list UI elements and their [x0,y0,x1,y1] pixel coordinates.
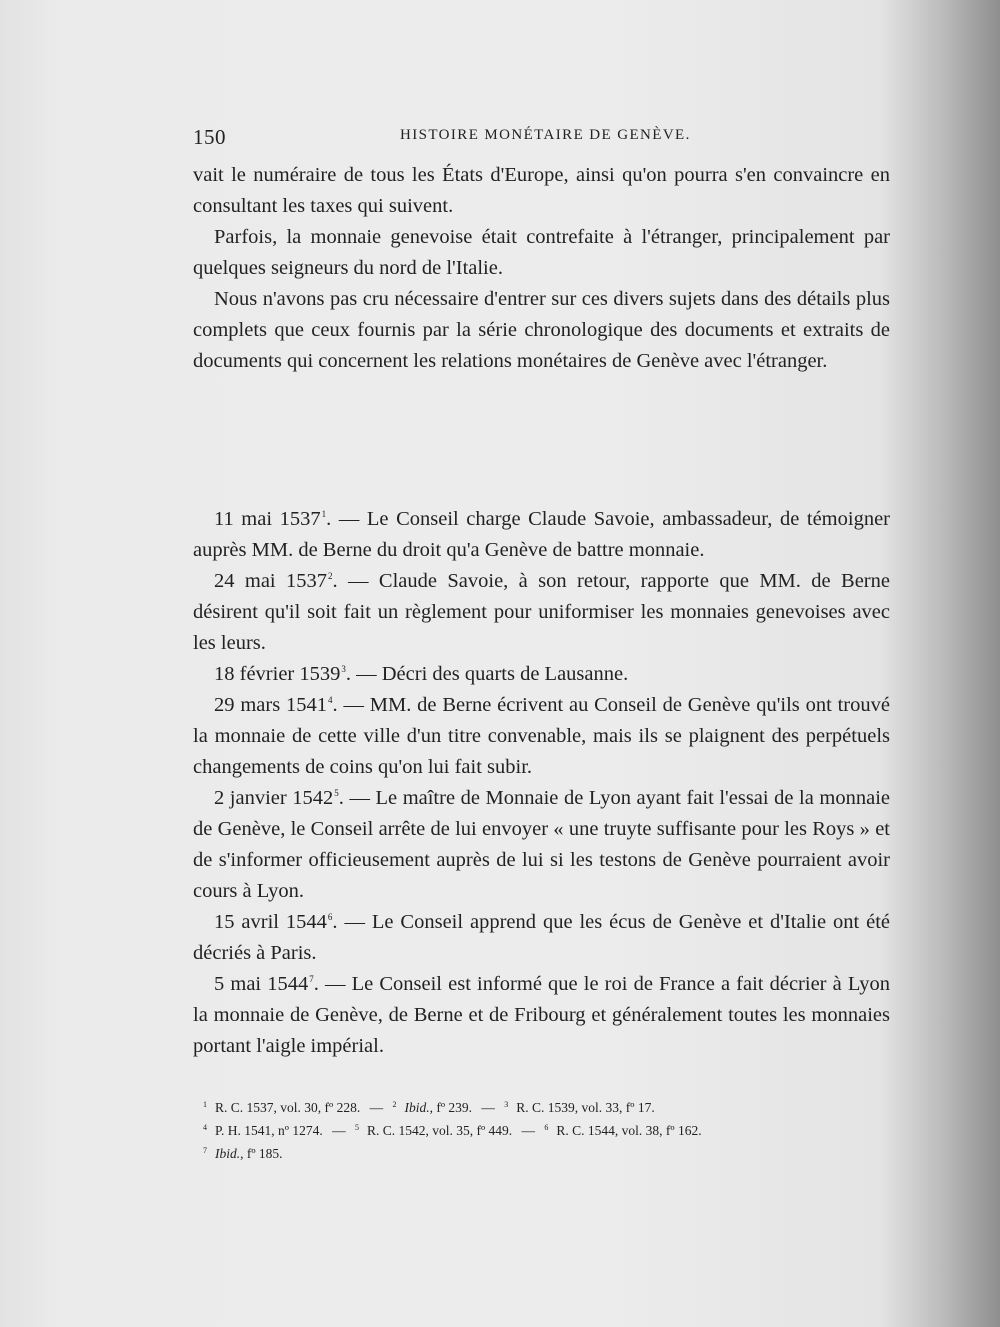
footnote-line [203,1141,843,1164]
chronology-entries [193,504,890,1062]
footnote-mark: 2 [392,1100,397,1109]
intro-text [193,160,890,377]
entry-date: 18 février 1539 [214,663,341,685]
entry-date: 29 mars 1541 [214,694,327,716]
entry [193,566,890,659]
footnote-ref: 4 [328,695,333,705]
footnotes [203,1095,843,1164]
entry-text: . — Le Conseil apprend que les écus de Genève et d'Italie ont été décriés à Paris. [193,911,890,964]
footnote-ref: 7 [309,974,314,984]
entry-date: 15 avril 1544 [214,911,327,933]
footnote-separator: — [369,1100,384,1115]
footnote-mark: 5 [354,1123,359,1132]
footnote-ref: 6 [327,912,333,922]
footnote-separator: — [521,1123,536,1138]
running-title: HISTOIRE MONÉTAIRE DE GENÈVE. [400,127,691,143]
footnote-mark: 7 [203,1146,207,1155]
footnote-ref: 2 [328,571,333,581]
footnote-text: , fº 185. [240,1146,283,1161]
paragraph: vait le numéraire de tous les États d'Europe, ainsi qu'on pourra s'en convaincre en consultant les taxes qui suivent. [193,164,890,217]
entry-date: 11 mai 1537 [214,508,321,530]
footnote-mark: 1 [203,1100,207,1109]
entry [193,659,890,690]
page-number: 150 [193,125,226,149]
footnote-mark: 3 [504,1100,509,1109]
footnote-separator: — [481,1100,495,1115]
footnote-text: R. C. 1544, vol. 38, fº 162. [556,1123,702,1138]
footnote-text: R. C. 1542, vol. 35, fº 449. [366,1123,513,1138]
footnote-text: R. C. 1537, vol. 30, fº 228. [215,1100,361,1115]
footnote-separator: — [332,1123,346,1138]
entry-text: . — Le Conseil charge Claude Savoie, ambassadeur, de témoigner auprès MM. de Berne du droit qu'a Genève de battre monnaie. [193,508,891,561]
entry-text: . — Le Conseil est informé que le roi de France a fait décrier à Lyon la monnaie de Genève, de Berne et de Fribourg et généralement toutes les monnaies portant l'aigle impérial. [193,973,890,1057]
entry [193,969,890,1062]
footnote-ref: 1 [321,509,327,519]
entry-text: . — Décri des quarts de Lausanne. [345,663,629,685]
footnote-ref: 3 [341,664,346,674]
entry [193,690,890,783]
entry [193,504,890,566]
footnote-text: R. C. 1539, vol. 33, fº 17. [516,1100,655,1115]
entry [193,907,890,969]
entry-date: 2 janvier 1542 [214,787,334,809]
footnote-ibid: Ibid. [404,1100,430,1115]
paragraph: Nous n'avons pas cru nécessaire d'entrer sur ces divers sujets dans des détails plus complets que ceux fournis par la série chronologique des documents et extraits de documents qui concernent les relations monétaires de Genève avec l'étranger. [193,288,890,372]
paragraph: Parfois, la monnaie genevoise était contrefaite à l'étranger, principalement par quelques seigneurs du nord de l'Italie. [193,226,890,279]
entry-text: . — MM. de Berne écrivent au Conseil de Genève qu'ils ont trouvé la monnaie de cette ville d'un titre convenable, mais ils se plaignent des perpétuels changements de coins qu'on lui fait subir. [193,694,890,778]
footnote-text: P. H. 1541, nº 1274. [215,1123,323,1138]
page-header [193,125,890,155]
footnote-ibid: Ibid. [215,1146,241,1161]
footnote-line [203,1118,843,1141]
entry-date: 5 mai 1544 [214,973,309,995]
entry-text: . — Claude Savoie, à son retour, rapporte que MM. de Berne désirent qu'il soit fait un règlement pour uniformiser les monnaies genevoises avec les leurs. [193,570,890,654]
entry-date: 24 mai 1537 [214,570,328,592]
footnote-ref: 5 [334,788,339,798]
footnote-text: , fº 239. [429,1100,473,1115]
footnote-mark: 6 [544,1123,549,1132]
footnote-mark: 4 [203,1123,207,1132]
entry [193,783,890,907]
footnote-line [203,1095,843,1118]
entry-text: . — Le maître de Monnaie de Lyon ayant fait l'essai de la monnaie de Genève, le Conseil arrête de lui envoyer « une truyte suffisante pour les Roys » et de s'informer officieusement auprès de lui si les testons de Genève pourraient avoir cours à Lyon. [193,787,890,902]
